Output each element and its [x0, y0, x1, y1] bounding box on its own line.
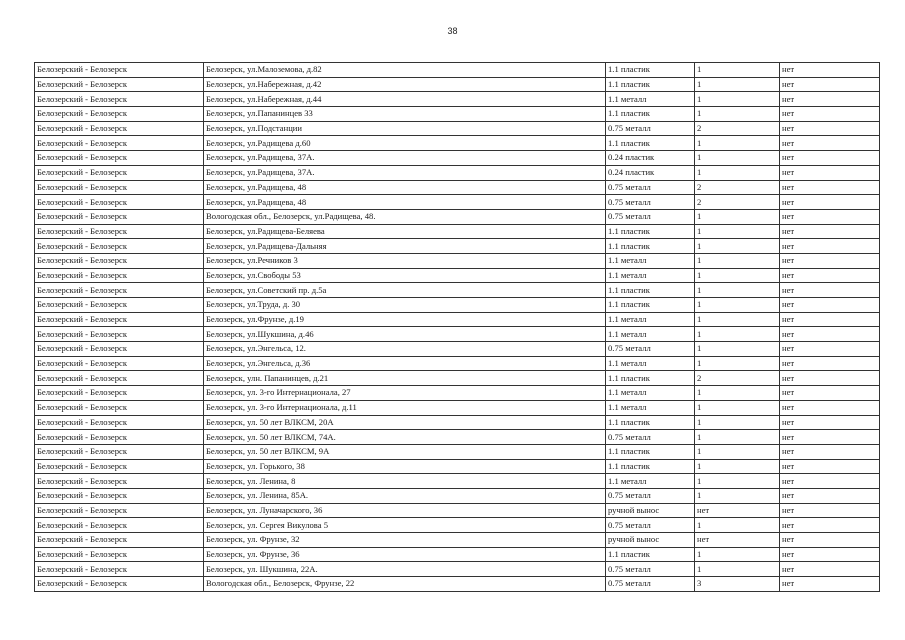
address-cell: Белозерск, ул.Радищева, 37А.: [204, 151, 606, 166]
container-count-cell: 1: [695, 253, 780, 268]
table-row: [35, 312, 880, 327]
table-row: [35, 165, 880, 180]
flag-cell: нет: [780, 327, 880, 342]
flag-cell: нет: [780, 503, 880, 518]
table-row: [35, 180, 880, 195]
flag-cell: нет: [780, 209, 880, 224]
table-row: [35, 444, 880, 459]
table-row: [35, 107, 880, 122]
container-count-cell: 1: [695, 356, 780, 371]
flag-cell: нет: [780, 371, 880, 386]
district-cell: Белозерский - Белозерск: [35, 488, 204, 503]
table-row: [35, 400, 880, 415]
container-type-cell: ручной вынос: [606, 533, 695, 548]
table-row: [35, 253, 880, 268]
container-count-cell: 1: [695, 77, 780, 92]
container-type-cell: 0.75 металл: [606, 342, 695, 357]
container-type-cell: 1.1 пластик: [606, 547, 695, 562]
flag-cell: нет: [780, 577, 880, 592]
container-type-cell: 1.1 пластик: [606, 107, 695, 122]
flag-cell: нет: [780, 386, 880, 401]
address-cell: Белозерск, ул.Фрунзе, д.19: [204, 312, 606, 327]
container-type-cell: 0.75 металл: [606, 488, 695, 503]
container-count-cell: 1: [695, 268, 780, 283]
address-cell: Белозерск, ул. Шукшина, 22А.: [204, 562, 606, 577]
table-row: [35, 224, 880, 239]
flag-cell: нет: [780, 444, 880, 459]
flag-cell: нет: [780, 77, 880, 92]
table-row: [35, 151, 880, 166]
address-cell: Белозерск, ул. Фрунзе, 32: [204, 533, 606, 548]
address-cell: Белозерск, ул.Радищева, 48: [204, 195, 606, 210]
container-type-cell: 1.1 пластик: [606, 224, 695, 239]
container-count-cell: 3: [695, 577, 780, 592]
flag-cell: нет: [780, 518, 880, 533]
district-cell: Белозерский - Белозерск: [35, 151, 204, 166]
table-row: [35, 503, 880, 518]
table-row: [35, 195, 880, 210]
district-cell: Белозерский - Белозерск: [35, 547, 204, 562]
district-cell: Белозерский - Белозерск: [35, 268, 204, 283]
address-cell: Белозерск, ул.Радищева-Беляева: [204, 224, 606, 239]
container-type-cell: 1.1 пластик: [606, 444, 695, 459]
address-cell: Белозерск, ул.Радищева, 48: [204, 180, 606, 195]
flag-cell: нет: [780, 298, 880, 313]
container-count-cell: 2: [695, 195, 780, 210]
container-count-cell: 1: [695, 562, 780, 577]
container-type-cell: 1.1 пластик: [606, 415, 695, 430]
district-cell: Белозерский - Белозерск: [35, 577, 204, 592]
table-row: [35, 327, 880, 342]
district-cell: Белозерский - Белозерск: [35, 400, 204, 415]
container-type-cell: 0.75 металл: [606, 577, 695, 592]
container-type-cell: 1.1 пластик: [606, 459, 695, 474]
district-cell: Белозерский - Белозерск: [35, 77, 204, 92]
district-cell: Белозерский - Белозерск: [35, 224, 204, 239]
container-count-cell: 1: [695, 400, 780, 415]
container-count-cell: 1: [695, 518, 780, 533]
address-cell: Белозерск, ул. 3-го Интернационала, д.11: [204, 400, 606, 415]
address-cell: Белозерск, ул.Энгельса, 12.: [204, 342, 606, 357]
table-body: [35, 63, 880, 592]
table-row: [35, 415, 880, 430]
container-count-cell: 1: [695, 298, 780, 313]
container-type-cell: 0.75 металл: [606, 180, 695, 195]
flag-cell: нет: [780, 224, 880, 239]
container-count-cell: 1: [695, 224, 780, 239]
table-row: [35, 121, 880, 136]
container-count-cell: 1: [695, 327, 780, 342]
container-count-cell: 1: [695, 459, 780, 474]
table-row: [35, 209, 880, 224]
flag-cell: нет: [780, 63, 880, 78]
table-row: [35, 577, 880, 592]
district-cell: Белозерский - Белозерск: [35, 444, 204, 459]
address-cell: Белозерск, ул.Энгельса, д.36: [204, 356, 606, 371]
flag-cell: нет: [780, 180, 880, 195]
container-count-cell: 1: [695, 488, 780, 503]
container-count-cell: 1: [695, 342, 780, 357]
address-cell: Белозерск, ул. 50 лет ВЛКСМ, 20А: [204, 415, 606, 430]
container-count-cell: 1: [695, 474, 780, 489]
address-cell: Вологодская обл., Белозерск, Фрунзе, 22: [204, 577, 606, 592]
flag-cell: нет: [780, 107, 880, 122]
address-cell: Белозерск, ул. 50 лет ВЛКСМ, 74А.: [204, 430, 606, 445]
table-row: [35, 488, 880, 503]
container-type-cell: 1.1 металл: [606, 92, 695, 107]
container-type-cell: 1.1 пластик: [606, 77, 695, 92]
district-cell: Белозерский - Белозерск: [35, 430, 204, 445]
flag-cell: нет: [780, 165, 880, 180]
district-cell: Белозерский - Белозерск: [35, 253, 204, 268]
address-cell: Белозерск, ул. Ленина, 85А.: [204, 488, 606, 503]
address-cell: Белозерск, ул.Подстанции: [204, 121, 606, 136]
address-cell: Белозерск, ул.Радищева д.60: [204, 136, 606, 151]
table-row: [35, 474, 880, 489]
table-row: [35, 518, 880, 533]
table-row: [35, 268, 880, 283]
flag-cell: нет: [780, 562, 880, 577]
table-row: [35, 77, 880, 92]
container-type-cell: 0.75 металл: [606, 430, 695, 445]
flag-cell: нет: [780, 239, 880, 254]
container-count-cell: 1: [695, 415, 780, 430]
flag-cell: нет: [780, 533, 880, 548]
district-cell: Белозерский - Белозерск: [35, 63, 204, 78]
container-type-cell: 1.1 металл: [606, 253, 695, 268]
page-number: 38: [447, 26, 458, 36]
container-type-cell: 1.1 металл: [606, 400, 695, 415]
flag-cell: нет: [780, 195, 880, 210]
district-cell: Белозерский - Белозерск: [35, 180, 204, 195]
district-cell: Белозерский - Белозерск: [35, 503, 204, 518]
address-cell: Белозерск, ул.Набережная, д.44: [204, 92, 606, 107]
flag-cell: нет: [780, 430, 880, 445]
district-cell: Белозерский - Белозерск: [35, 474, 204, 489]
container-type-cell: 1.1 пластик: [606, 63, 695, 78]
address-cell: Вологодская обл., Белозерск, ул.Радищева, 48.: [204, 209, 606, 224]
flag-cell: нет: [780, 151, 880, 166]
flag-cell: нет: [780, 356, 880, 371]
container-type-cell: 1.1 металл: [606, 327, 695, 342]
district-cell: Белозерский - Белозерск: [35, 371, 204, 386]
district-cell: Белозерский - Белозерск: [35, 239, 204, 254]
district-cell: Белозерский - Белозерск: [35, 562, 204, 577]
address-cell: Белозерск, ул.Малоземова, д.82: [204, 63, 606, 78]
address-cell: Белозерск, ул.Советский пр. д.5а: [204, 283, 606, 298]
district-cell: Белозерский - Белозерск: [35, 327, 204, 342]
container-type-cell: 0.75 металл: [606, 209, 695, 224]
district-cell: Белозерский - Белозерск: [35, 533, 204, 548]
container-sites-table: [34, 62, 880, 592]
table-row: [35, 63, 880, 78]
container-count-cell: 1: [695, 63, 780, 78]
container-type-cell: 1.1 пластик: [606, 283, 695, 298]
flag-cell: нет: [780, 459, 880, 474]
container-type-cell: 1.1 металл: [606, 312, 695, 327]
container-count-cell: нет: [695, 503, 780, 518]
district-cell: Белозерский - Белозерск: [35, 518, 204, 533]
table-row: [35, 547, 880, 562]
address-cell: Белозерск, ул. Горького, 38: [204, 459, 606, 474]
container-count-cell: 2: [695, 121, 780, 136]
container-count-cell: 1: [695, 151, 780, 166]
flag-cell: нет: [780, 268, 880, 283]
district-cell: Белозерский - Белозерск: [35, 209, 204, 224]
address-cell: Белозерск, ул.Радищева, 37А.: [204, 165, 606, 180]
district-cell: Белозерский - Белозерск: [35, 195, 204, 210]
container-count-cell: 1: [695, 165, 780, 180]
container-count-cell: 1: [695, 547, 780, 562]
address-cell: Белозерск, ул.Труда, д. 30: [204, 298, 606, 313]
address-cell: Белозерск, ул.Речников 3: [204, 253, 606, 268]
table-row: [35, 371, 880, 386]
container-count-cell: 1: [695, 107, 780, 122]
flag-cell: нет: [780, 415, 880, 430]
address-cell: Белозерск, ул.Шукшина, д.46: [204, 327, 606, 342]
container-count-cell: 1: [695, 430, 780, 445]
flag-cell: нет: [780, 547, 880, 562]
container-type-cell: 1.1 пластик: [606, 136, 695, 151]
container-type-cell: 0.75 металл: [606, 562, 695, 577]
address-cell: Белозерск, ул. 50 лет ВЛКСМ, 9А: [204, 444, 606, 459]
container-count-cell: нет: [695, 533, 780, 548]
district-cell: Белозерский - Белозерск: [35, 298, 204, 313]
address-cell: Белозерск, ул.Набережная, д.42: [204, 77, 606, 92]
flag-cell: нет: [780, 92, 880, 107]
table-row: [35, 283, 880, 298]
container-count-cell: 1: [695, 239, 780, 254]
address-cell: Белозерск, ул. Фрунзе, 36: [204, 547, 606, 562]
address-cell: Белозерск, улн. Папанинцев, д.21: [204, 371, 606, 386]
table-row: [35, 386, 880, 401]
flag-cell: нет: [780, 488, 880, 503]
container-type-cell: 1.1 металл: [606, 356, 695, 371]
district-cell: Белозерский - Белозерск: [35, 107, 204, 122]
address-cell: Белозерск, ул.Свободы 53: [204, 268, 606, 283]
container-type-cell: 0.75 металл: [606, 518, 695, 533]
district-cell: Белозерский - Белозерск: [35, 312, 204, 327]
district-cell: Белозерский - Белозерск: [35, 415, 204, 430]
table-row: [35, 92, 880, 107]
district-cell: Белозерский - Белозерск: [35, 92, 204, 107]
district-cell: Белозерский - Белозерск: [35, 386, 204, 401]
container-count-cell: 1: [695, 444, 780, 459]
flag-cell: нет: [780, 312, 880, 327]
flag-cell: нет: [780, 253, 880, 268]
container-count-cell: 2: [695, 371, 780, 386]
container-type-cell: ручной вынос: [606, 503, 695, 518]
container-type-cell: 1.1 металл: [606, 268, 695, 283]
address-cell: Белозерск, ул. 3-го Интернационала, 27: [204, 386, 606, 401]
container-count-cell: 1: [695, 209, 780, 224]
container-type-cell: 0.75 металл: [606, 195, 695, 210]
flag-cell: нет: [780, 342, 880, 357]
flag-cell: нет: [780, 283, 880, 298]
district-cell: Белозерский - Белозерск: [35, 121, 204, 136]
address-cell: Белозерск, ул. Ленина, 8: [204, 474, 606, 489]
district-cell: Белозерский - Белозерск: [35, 165, 204, 180]
container-count-cell: 1: [695, 136, 780, 151]
table-row: [35, 459, 880, 474]
container-count-cell: 1: [695, 312, 780, 327]
table-row: [35, 430, 880, 445]
container-type-cell: 0.75 металл: [606, 121, 695, 136]
flag-cell: нет: [780, 474, 880, 489]
container-type-cell: 1.1 пластик: [606, 371, 695, 386]
address-cell: Белозерск, ул.Папанинцев 33: [204, 107, 606, 122]
container-type-cell: 0.24 пластик: [606, 165, 695, 180]
table-row: [35, 136, 880, 151]
table-row: [35, 298, 880, 313]
table-row: [35, 342, 880, 357]
district-cell: Белозерский - Белозерск: [35, 136, 204, 151]
container-type-cell: 1.1 пластик: [606, 239, 695, 254]
table-row: [35, 356, 880, 371]
container-count-cell: 1: [695, 386, 780, 401]
district-cell: Белозерский - Белозерск: [35, 356, 204, 371]
container-count-cell: 1: [695, 283, 780, 298]
container-type-cell: 1.1 металл: [606, 474, 695, 489]
district-cell: Белозерский - Белозерск: [35, 283, 204, 298]
address-cell: Белозерск, ул.Радищева-Дальняя: [204, 239, 606, 254]
address-cell: Белозерск, ул. Луначарского, 36: [204, 503, 606, 518]
table-row: [35, 562, 880, 577]
container-type-cell: 1.1 металл: [606, 386, 695, 401]
table-row: [35, 239, 880, 254]
district-cell: Белозерский - Белозерск: [35, 342, 204, 357]
flag-cell: нет: [780, 136, 880, 151]
container-count-cell: 1: [695, 92, 780, 107]
flag-cell: нет: [780, 121, 880, 136]
container-type-cell: 1.1 пластик: [606, 298, 695, 313]
flag-cell: нет: [780, 400, 880, 415]
container-type-cell: 0.24 пластик: [606, 151, 695, 166]
district-cell: Белозерский - Белозерск: [35, 459, 204, 474]
address-cell: Белозерск, ул. Сергея Викулова 5: [204, 518, 606, 533]
container-count-cell: 2: [695, 180, 780, 195]
table-row: [35, 533, 880, 548]
